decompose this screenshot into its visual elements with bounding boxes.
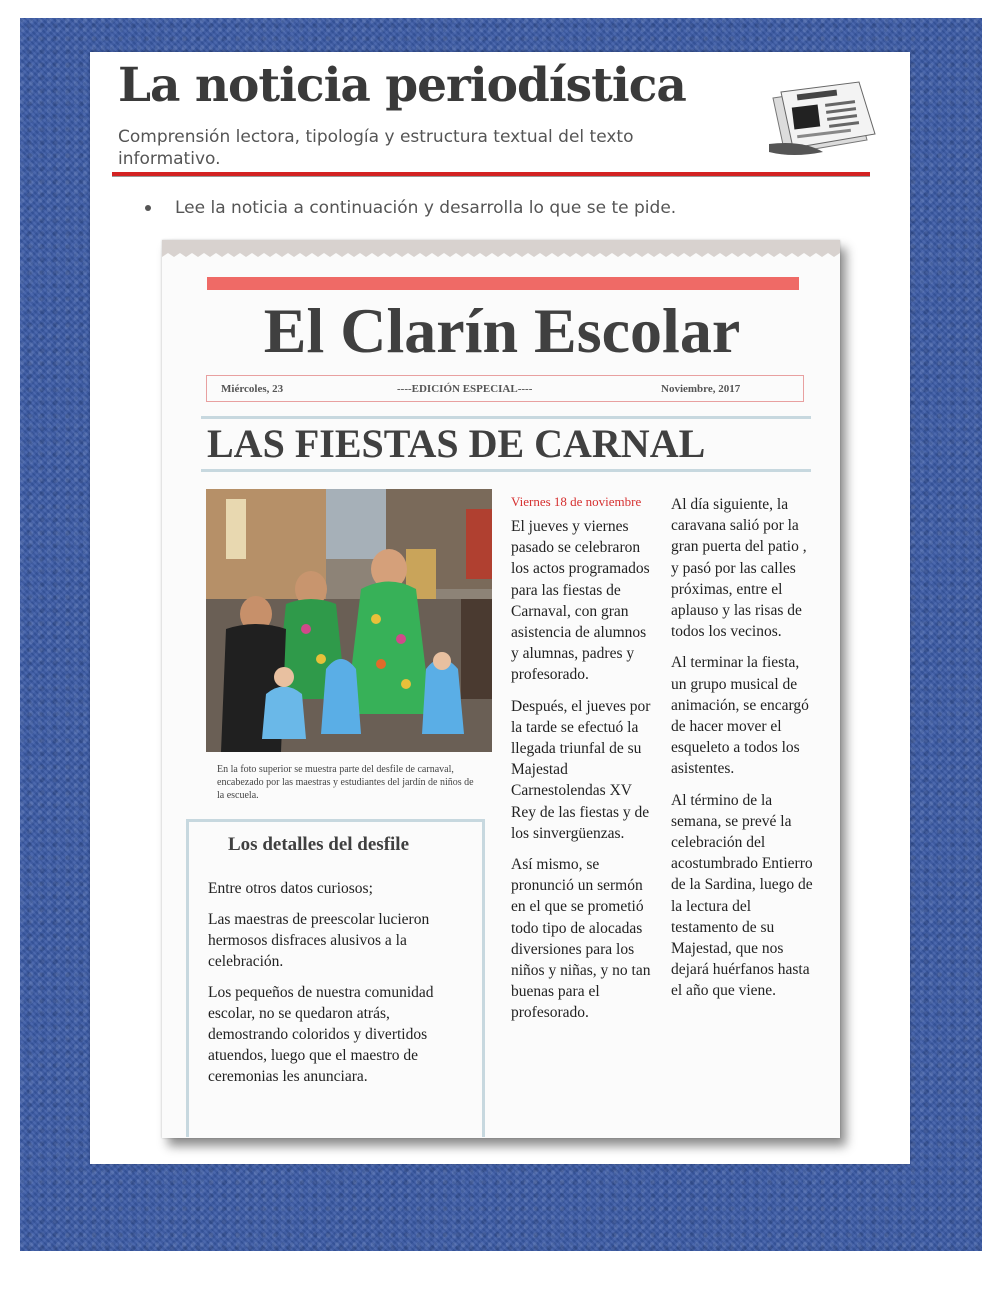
page-title: La noticia periodística [118,58,686,113]
dateline-month: Noviembre, 2017 [661,383,741,395]
article-paragraph: Así mismo, se pronunció un sermón en el que se prometió todo tipo de alocadas diversiones para los niños y niñas, y no tan buenas para el profesorado. [511,856,651,1022]
title-underline [112,172,870,177]
headline-rule-top [201,416,811,419]
page-subtitle: Comprensión lectora, tipología y estructura textual del texto informativo. [118,127,634,169]
newspaper-icon [763,78,881,158]
sidebar-box-left [186,819,189,1137]
headline: LAS FIESTAS DE CARNAL [207,421,706,466]
instruction-text: Lee la noticia a continuación y desarrolla lo que se te pide. [175,198,677,218]
newspaper-top-edge [162,240,840,260]
sidebar-box-right [482,819,485,1137]
bullet-dot [145,205,151,211]
newspaper-name: El Clarín Escolar [263,295,741,366]
sidebar-paragraph: Las maestras de preescolar lucieron hermosos disfraces alusivos a la celebración. [208,911,430,970]
sidebar-body [208,878,468,1097]
article-column-2 [671,494,815,1012]
sidebar-paragraph: Los pequeños de nuestra comunidad escolar, no se quedaron atrás, demostrando coloridos y divertidos atuendos, luego que el maestro de ceremonias les anunciara. [208,984,434,1085]
headline-rule-bottom [201,469,811,472]
article-date: Viernes 18 de noviembre [511,494,642,509]
sidebar-title: Los detalles del desfile [228,834,410,855]
sidebar-box-top [186,819,485,822]
article-paragraph: Después, el jueves por la tarde se efectuó la llegada triunfal de su Majestad Carnestolendas XV Rey de las fiestas y de los sinvergüenzas. [511,697,651,842]
masthead-bar [207,277,799,290]
dateline-day: Miércoles, 23 [221,383,284,395]
article-paragraph: El jueves y viernes pasado se celebraron los actos programados para las fiestas de Carnaval, con gran asistencia de alumnos y alumnas, padres y profesorado. [511,518,650,684]
sidebar-paragraph: Entre otros datos curiosos; [208,880,373,897]
article-column-1 [511,494,655,1034]
article-paragraph: Al término de la semana, se prevé la celebración del acostumbrado Entierro de la Sardina, luego de la lectura del testamento de su Majestad, que nos dejará huérfanos hasta el año que viene. [671,791,813,1000]
instruction-bullet [145,198,676,218]
photo-caption: En la foto superior se muestra parte del desfile de carnaval, encabezado por las maestras y estudiantes del jardín de niños de la escuela. [217,764,474,801]
dateline-bar [206,375,804,402]
article-paragraph: Al día siguiente, la caravana salió por la gran puerta del patio , y pasó por las calles próximas, entre el aplauso y las risas de todos los vecinos. [671,496,807,641]
article-paragraph: Al terminar la fiesta, un grupo musical de animación, se encargó de hacer mover el esqueleto a todos los asistentes. [671,654,809,778]
dateline-edition: ----EDICIÓN ESPECIAL---- [397,383,533,395]
carnival-photo [206,489,492,752]
